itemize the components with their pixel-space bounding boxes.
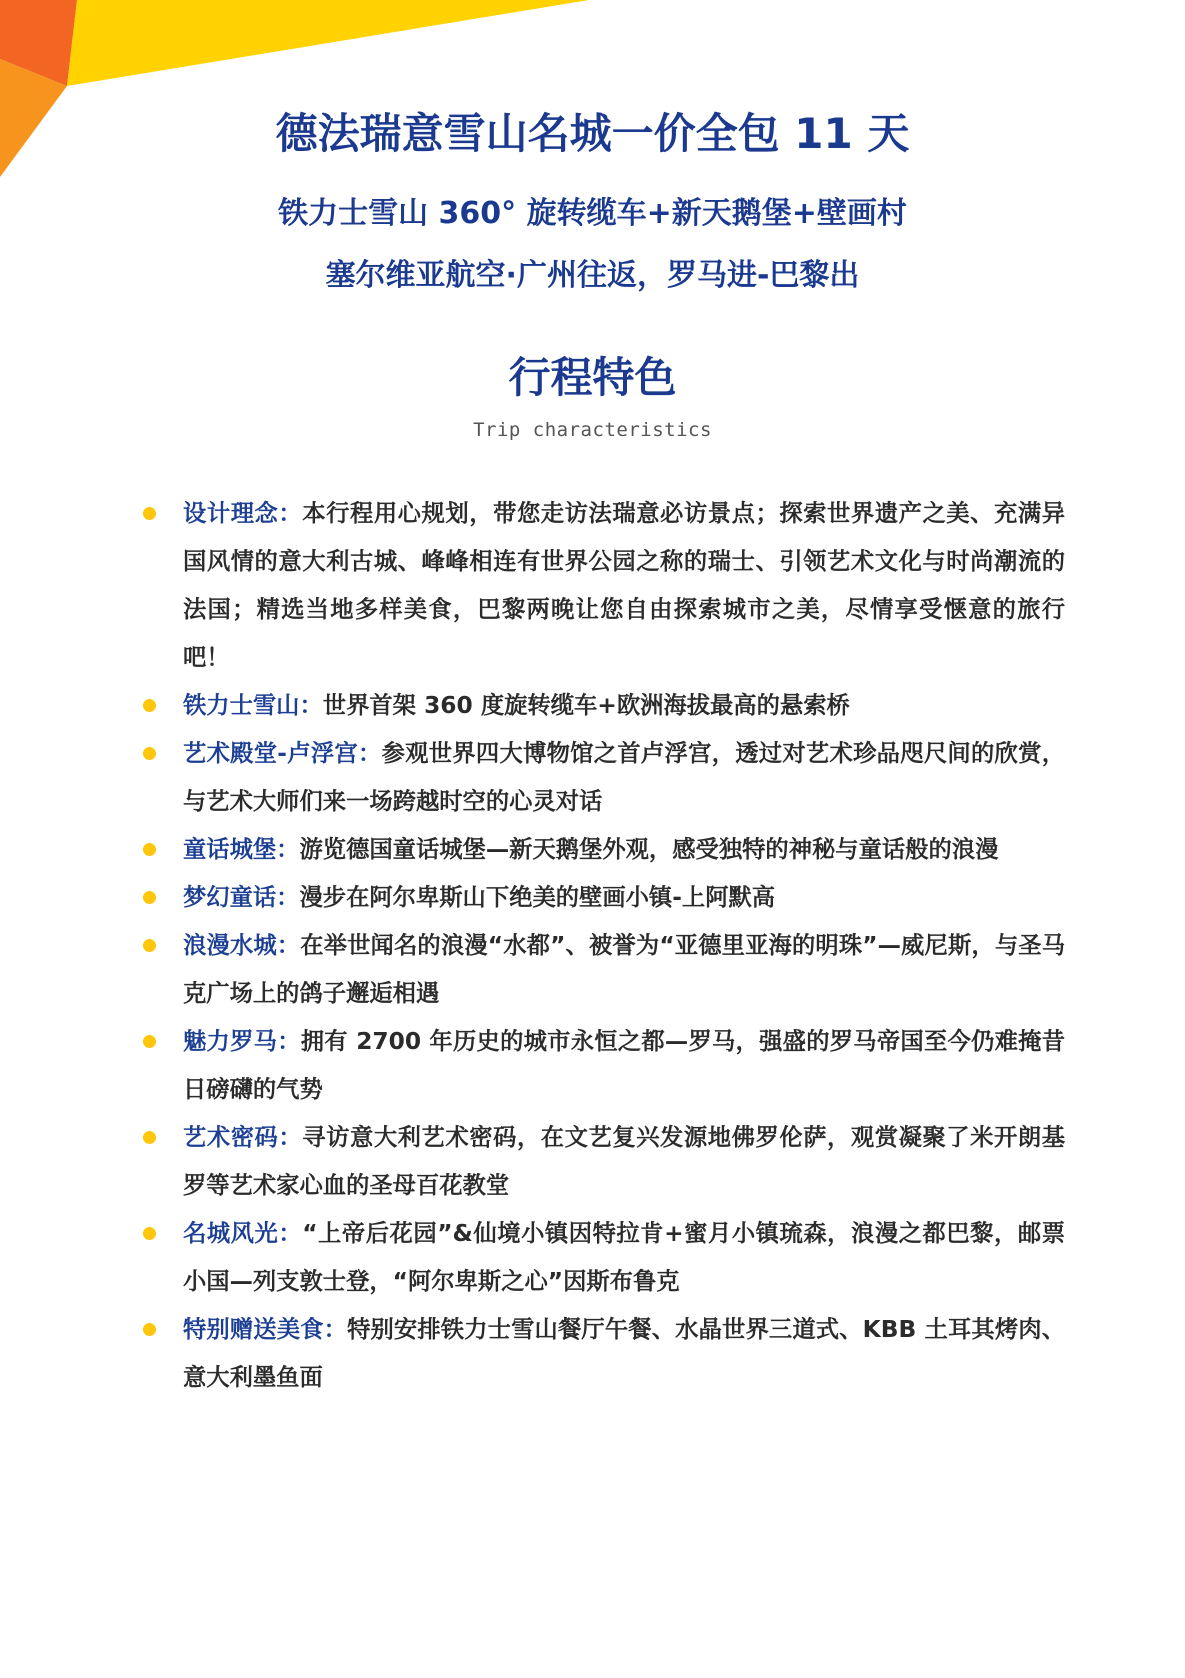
feature-label: 艺术殿堂-卢浮宫： [183, 740, 382, 767]
feature-text: 参观世界四大博物馆之首卢浮宫，透过对艺术珍品咫尺间的欣赏，与艺术大师们来一场跨越时空的心灵对话 [183, 740, 1065, 815]
feature-text: “上帝后花园”&仙境小镇因特拉肯+蜜月小镇琉森，浪漫之都巴黎，邮票小国—列支敦士登，“阿尔卑斯之心”因斯布鲁克 [183, 1220, 1065, 1295]
feature-item [183, 1114, 1065, 1210]
feature-item [183, 922, 1065, 1018]
feature-item [183, 874, 1065, 922]
page-title: 德法瑞意雪山名城一价全包 11 天 [275, 109, 910, 158]
bullet-icon [143, 507, 156, 520]
feature-list [183, 490, 1065, 1402]
section-subtitle: Trip characteristics [473, 419, 712, 441]
feature-text: 在举世闻名的浪漫“水都”、被誉为“亚德里亚海的明珠”—威尼斯，与圣马克广场上的鸽子邂逅相遇 [183, 932, 1066, 1007]
feature-item [183, 826, 1065, 874]
feature-item [183, 682, 1065, 730]
feature-item [183, 1210, 1065, 1306]
bullet-icon [143, 939, 156, 952]
feature-label: 铁力士雪山： [183, 692, 323, 719]
bullet-icon [143, 1131, 156, 1144]
feature-text: 漫步在阿尔卑斯山下绝美的壁画小镇-上阿默高 [299, 884, 776, 911]
feature-label: 梦幻童话： [183, 884, 300, 911]
bullet-icon [143, 1035, 156, 1048]
corner-yellow-shape [67, 0, 589, 86]
bullet-icon [143, 891, 156, 904]
feature-label: 魅力罗马： [183, 1028, 301, 1055]
feature-label: 浪漫水城： [183, 932, 301, 959]
feature-label: 童话城堡： [183, 836, 300, 863]
bullet-icon [143, 1323, 156, 1336]
feature-text: 本行程用心规划，带您走访法瑞意必访景点；探索世界遗产之美、充满异国风情的意大利古城、峰峰相连有世界公园之称的瑞士、引领艺术文化与时尚潮流的法国；精选当地多样美食，巴黎两晚让您自由探索城市之美，尽情享受惬意的旅行吧！ [183, 500, 1065, 671]
feature-item [183, 1306, 1065, 1402]
feature-text: 世界首架 360 度旋转缆车+欧洲海拔最高的悬索桥 [322, 692, 850, 719]
feature-label: 特别赠送美食： [183, 1316, 348, 1343]
bullet-icon [143, 1227, 156, 1240]
bullet-icon [143, 843, 156, 856]
feature-item [183, 730, 1065, 826]
page-subtitle-route: 铁力士雪山 360° 旋转缆车+新天鹅堡+壁画村 [278, 196, 907, 231]
feature-label: 设计理念： [183, 500, 303, 527]
section-title: 行程特色 [508, 353, 677, 402]
feature-text: 寻访意大利艺术密码，在文艺复兴发源地佛罗伦萨，观赏凝聚了米开朗基罗等艺术家心血的圣母百花教堂 [183, 1124, 1065, 1199]
feature-text: 游览德国童话城堡—新天鹅堡外观，感受独特的神秘与童话般的浪漫 [299, 836, 999, 863]
feature-text: 特别安排铁力士雪山餐厅午餐、水晶世界三道式、KBB 土耳其烤肉、意大利墨鱼面 [183, 1316, 1065, 1391]
feature-text: 拥有 2700 年历史的城市永恒之都—罗马，强盛的罗马帝国至今仍难掩昔日磅礴的气势 [183, 1028, 1065, 1103]
bullet-icon [143, 699, 156, 712]
bullet-icon [143, 747, 156, 760]
page-subtitle-flight: 塞尔维亚航空·广州往返，罗马进-巴黎出 [325, 258, 860, 293]
feature-item [183, 1018, 1065, 1114]
feature-item [183, 490, 1065, 682]
feature-label: 艺术密码： [183, 1124, 303, 1151]
feature-label: 名城风光： [183, 1220, 303, 1247]
